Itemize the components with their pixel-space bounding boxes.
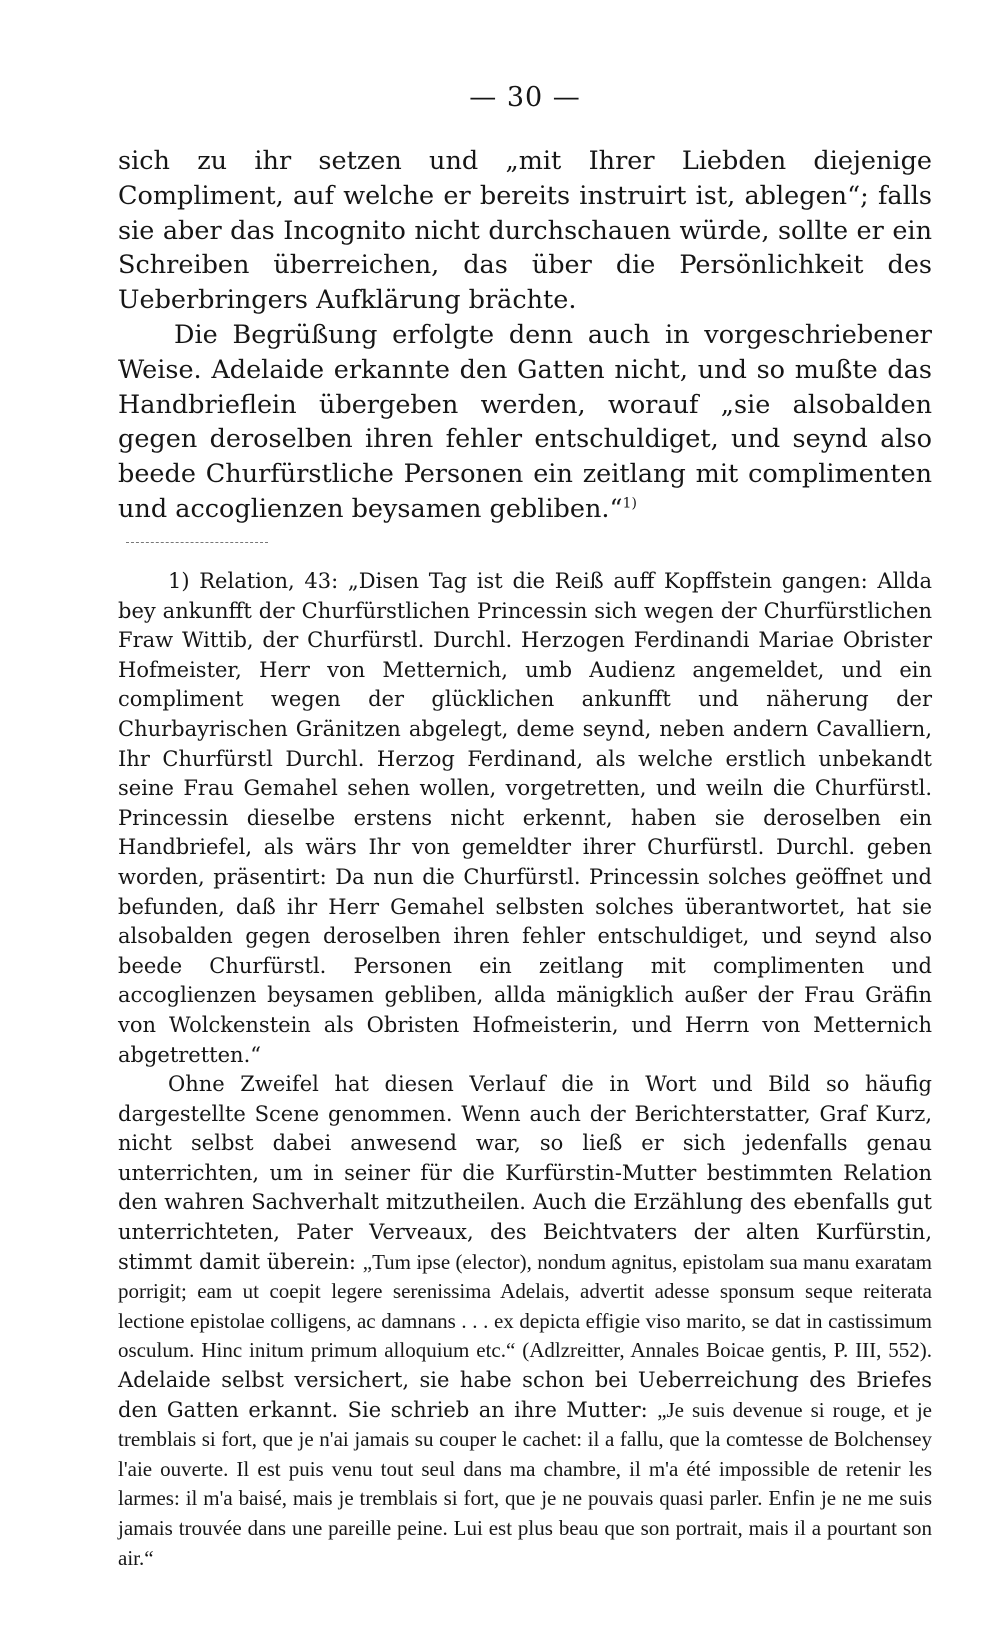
footnote-paragraph-2-text-a: Ohne Zweifel hat diesen Verlauf die in Wort und Bild so häufig dargestellte Scene genommen. Wenn auch der Berichterstatter, Graf Kurz, nicht selbst dabei anwesend war, so ließ er sich jedenfalls genau unterrichten, um in seiner für die Kurfürstin-Mutter bestimmten Relation den wahren Sachverhalt mitzutheilen. Auch die Erzählung des ebenfalls gut unterrichteten, Pater Verveaux, des Beichtvaters der alten Kurfürstin, stimmt damit überein:: [118, 1072, 932, 1274]
main-text: [118, 144, 932, 527]
footnote-reference: 1): [622, 495, 637, 512]
french-quotation: „Je suis devenue si rouge, et je tremblais si fort, que je n'ai jamais su couper le cachet: il a fallu, que la comtesse de Bolchensey l'aie ouverte. Il est puis venu tout seul dans ma chambre, il m'a été impossible de retenir les larmes: il m'a baisé, mais je tremblais si fort, que je ne pouvais quasi parler. Enfin je ne me suis jamais trouvée dans une pareille peine. Lui est plus beau que son portrait, mais il a pourtant son air.“: [118, 1397, 932, 1570]
footnote-separator: [126, 542, 268, 543]
main-paragraph-2-text: Die Begrüßung erfolgte denn auch in vorgeschriebener Weise. Adelaide erkannte den Gatten nicht, und so mußte das Handbrieflein übergeben werden, worauf „sie alsobalden gegen deroselben ihren fehler entschuldiget, und seynd also beede Churfürstliche Personen ein zeitlang mit complimenten und accoglienzen beysamen gebliben.“: [118, 319, 932, 524]
main-paragraph-2: [118, 318, 932, 527]
page-number: — 30 —: [469, 82, 581, 113]
footnote: [118, 567, 932, 1573]
footnote-paragraph-2: [118, 1070, 932, 1573]
footnote-paragraph-1: 1) Relation, 43: „Disen Tag ist die Reiß auff Kopffstein gangen: Allda bey ankunfft der Churfürstlichen Princessin sich wegen der Churfürstlichen Fraw Wittib, der Churfürstl. Durchl. Herzogen Ferdinandi Mariae Obrister Hofmeister, Herr von Metternich, umb Audienz angemeldet, und ein compliment wegen der glücklichen ankunfft und näherung der Churbayrischen Gränitzen abgelegt, deme seynd, neben andern Cavalliern, Ihr Churfürstl Durchl. Herzog Ferdinand, als welche erstlich unbekandt seine Frau Gemahel sehen wollen, vorgetretten, und weiln die Churfürstl. Princessin dieselbe erstens nicht erkennt, haben sie deroselben ein Handbriefel, als wärs Ihr von gemeldter ihrer Churfürstl. Durchl. geben worden, präsentirt: Da nun die Churfürstl. Princessin solches geöffnet und befunden, daß ihr Herr Gemahel selbsten solches überantwortet, hat sie alsobalden gegen deroselben ihren fehler entschuldiget, und seynd also beede Churfürstl. Personen ein zeitlang mit complimenten und accoglienzen beysamen gebliben, allda mänigklich außer der Frau Gräfin von Wolckenstein als Obristen Hofmeisterin, und Herrn von Metternich abgetretten.“: [118, 569, 932, 1067]
footnote-paragraph-2-text-b: Adelaide selbst versichert, sie habe schon bei Ueberreichung des Briefes den Gatten erkannt. Sie schrieb an ihre Mutter:: [118, 1368, 932, 1422]
main-paragraph-1: sich zu ihr setzen und „mit Ihrer Liebden diejenige Compliment, auf welche er bereits instruirt ist, ablegen“; falls sie aber das Incognito nicht durchschauen würde, sollte er ein Schreiben überreichen, das über die Persönlichkeit des Ueberbringers Aufklärung brächte.: [118, 146, 932, 316]
latin-quotation: „Tum ipse (elector), nondum agnitus, epistolam sua manu exaratam porrigit; eam ut coepit legere serenissima Adelais, advertit adesse sponsum seque reiterata lectione epistolae colligens, ac damnans . . . ex depicta effigie viso marito, se dat in castissimum osculum. Hinc initum primum alloquium etc.“ (Adlzreitter, Annales Boicae gentis, P. III, 552).: [118, 1249, 932, 1363]
